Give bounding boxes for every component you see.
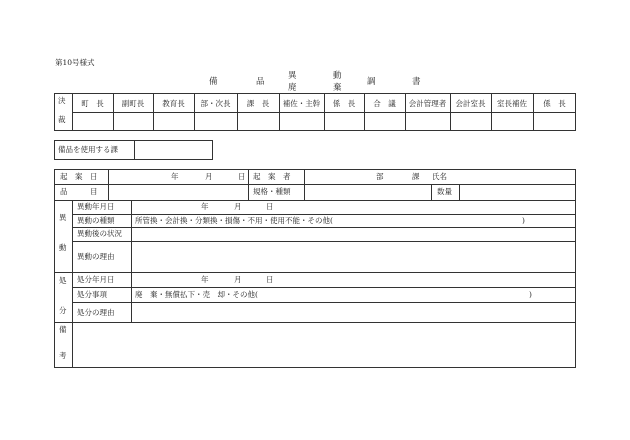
idou-after-label: 異動後の状況 — [77, 229, 122, 238]
approval-header: 会計管理者 — [408, 98, 447, 108]
date-year: 年 — [171, 172, 179, 181]
biko-side-label: 考 — [59, 351, 67, 360]
divider — [54, 184, 576, 185]
approval-header: 補佐・主幹 — [282, 98, 321, 108]
approval-header: 教育長 — [162, 98, 185, 108]
approval-header: 町 長 — [81, 98, 104, 108]
shobun-item-label: 処分事項 — [77, 290, 107, 299]
date-day: 日 — [266, 275, 274, 284]
divider — [72, 214, 576, 215]
idou-type-close: ) — [522, 216, 525, 225]
divider — [54, 272, 576, 273]
divider — [431, 184, 432, 200]
dept-label: 部 — [376, 172, 384, 181]
idou-side-label: 異 — [59, 213, 67, 222]
main-table-border — [54, 169, 576, 368]
idou-side-label: 動 — [59, 243, 67, 252]
shobun-side-label: 分 — [59, 306, 67, 315]
approval-header: 副町長 — [121, 98, 145, 108]
biko-side-label: 備 — [59, 325, 67, 334]
divider — [459, 184, 460, 200]
date-month: 月 — [205, 172, 213, 181]
date-month: 月 — [234, 275, 242, 284]
shobun-side-label: 処 — [59, 276, 67, 285]
approval-header: 課 長 — [246, 98, 270, 108]
divider — [72, 200, 73, 368]
divider — [72, 302, 576, 303]
title-char: 廃 — [288, 83, 297, 93]
idou-date-label: 異動年月日 — [77, 202, 115, 211]
kiansha-label: 起 案 者 — [253, 172, 291, 181]
shobun-reason-label: 処分の理由 — [77, 308, 115, 317]
divider — [72, 227, 576, 228]
title-char: 棄 — [333, 83, 342, 93]
idou-type-options: 所管換・会計換・分類換・損傷・不用・使用不能・その他( — [135, 216, 333, 225]
section-label: 備品を使用する課 — [58, 145, 118, 154]
shobun-date-label: 処分年月日 — [77, 275, 115, 284]
divider — [304, 169, 305, 200]
divider — [54, 200, 576, 201]
shobun-item-close: ) — [529, 290, 532, 299]
shobun-item-options: 廃 棄・無償払下・売 却・その他( — [135, 290, 258, 299]
approval-label-top: 決 — [58, 96, 66, 105]
title-char: 品 — [256, 77, 265, 87]
idou-type-label: 異動の種類 — [77, 216, 115, 225]
name-label: 氏名 — [432, 172, 447, 181]
approval-header: 会計室長 — [455, 98, 486, 108]
divider — [72, 241, 576, 242]
spec-label: 規格・種類 — [253, 187, 291, 196]
qty-label: 数量 — [437, 187, 452, 196]
title-char: 備 — [209, 77, 218, 87]
idou-reason-label: 異動の理由 — [77, 252, 115, 261]
form-number: 第10号様式 — [55, 58, 95, 67]
approval-header: 合 議 — [373, 98, 396, 108]
divider — [248, 169, 249, 200]
approval-header: 室長補佐 — [497, 98, 527, 108]
kian-date-label: 起 案 日 — [60, 172, 98, 181]
date-year: 年 — [201, 202, 209, 211]
date-month: 月 — [234, 202, 242, 211]
title-char: 調 — [367, 77, 376, 87]
approval-label-bottom: 裁 — [58, 115, 66, 124]
divider — [108, 169, 109, 200]
approval-header: 係 長 — [543, 98, 566, 108]
title-char: 書 — [412, 77, 421, 87]
divider — [72, 287, 576, 288]
title-char: 動 — [333, 71, 342, 81]
approval-header: 部・次長 — [200, 98, 231, 108]
approval-header: 係 長 — [332, 98, 356, 108]
divider — [134, 140, 135, 160]
title-char: 異 — [288, 71, 297, 81]
divider — [131, 200, 132, 322]
date-day: 日 — [266, 202, 274, 211]
date-day: 日 — [238, 172, 246, 181]
ka-label: 課 — [412, 172, 420, 181]
divider — [54, 322, 576, 323]
item-label: 品 目 — [60, 187, 98, 196]
date-year: 年 — [201, 275, 209, 284]
